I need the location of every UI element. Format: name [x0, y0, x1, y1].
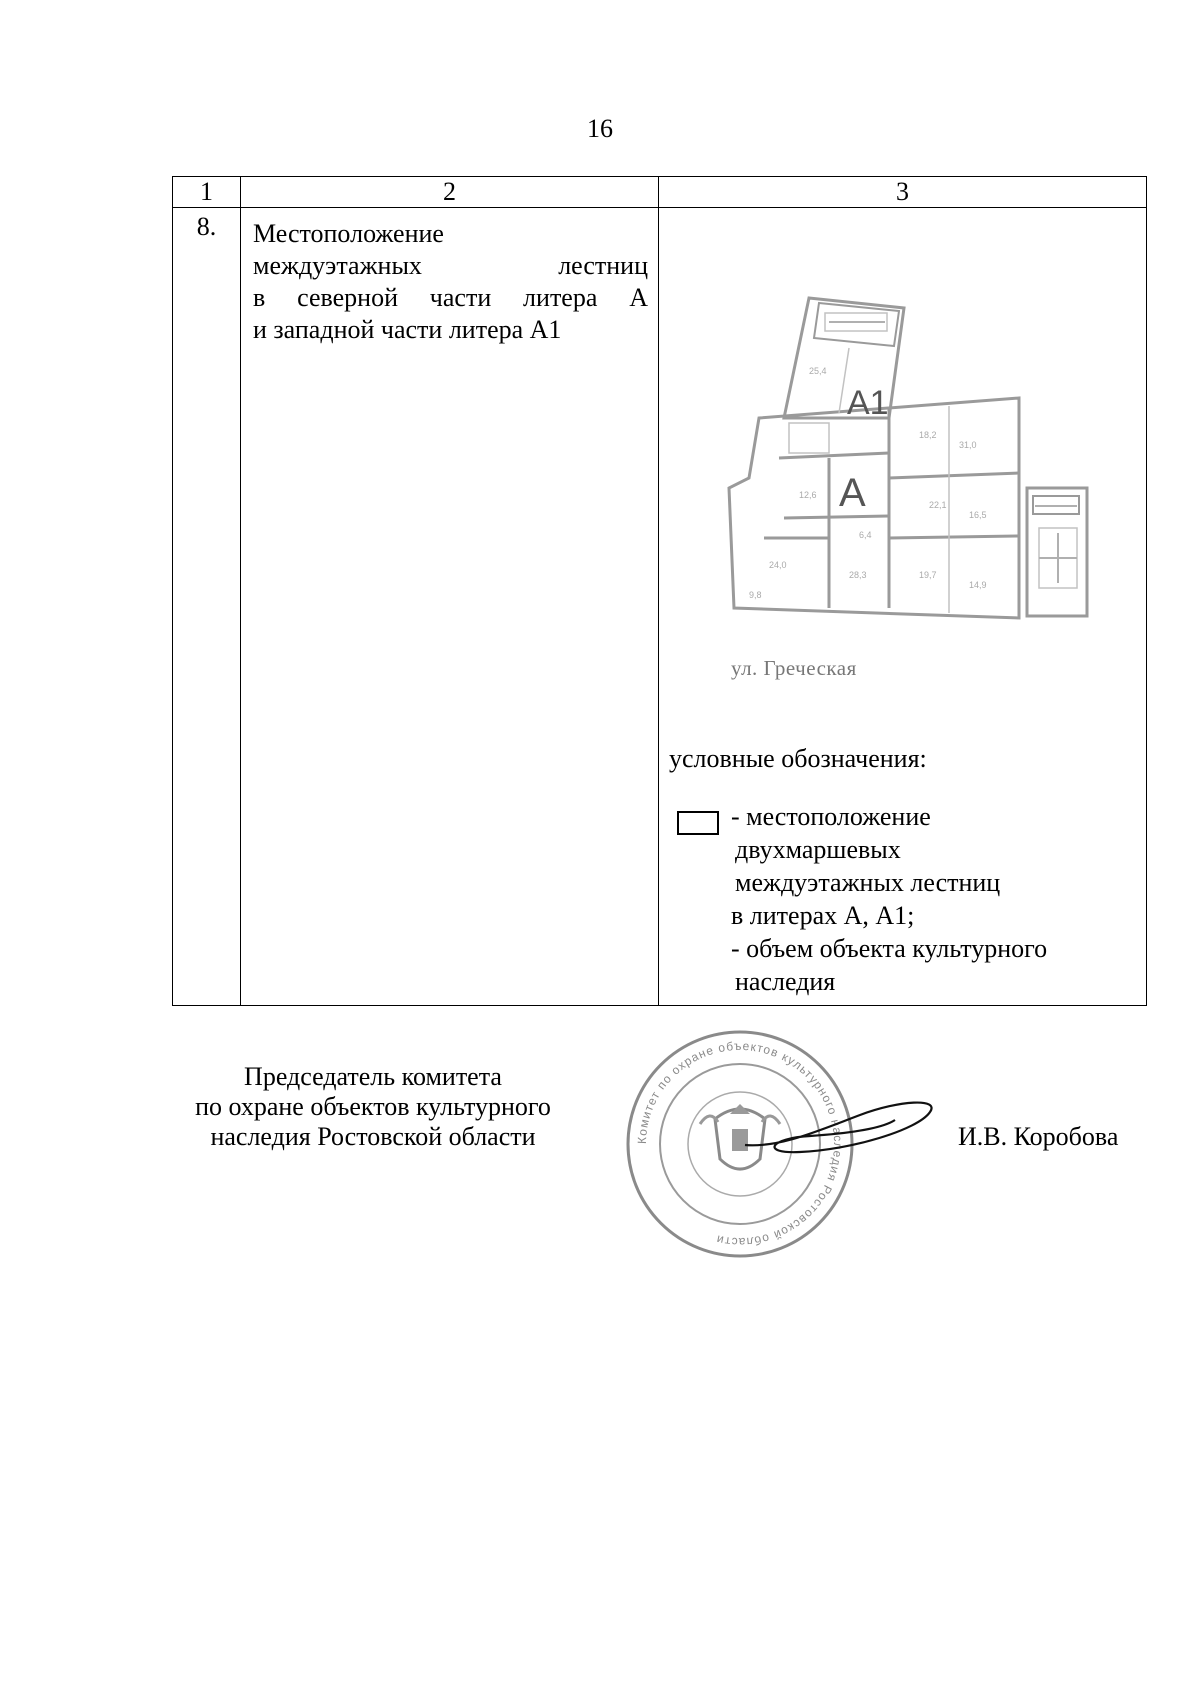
svg-text:22,1: 22,1	[929, 500, 947, 510]
signatory-title-line: по охране объектов культурного	[195, 1092, 551, 1121]
svg-text:24,0: 24,0	[769, 560, 787, 570]
table-row	[173, 208, 1147, 1006]
plan-label-a1: А1	[847, 384, 889, 422]
svg-text:28,3: 28,3	[849, 570, 867, 580]
legend-symbol	[677, 811, 719, 835]
floor-plan-image	[689, 278, 1109, 648]
description-line: в северной части литера А	[253, 283, 648, 312]
svg-text:31,0: 31,0	[959, 440, 977, 450]
svg-text:25,4: 25,4	[809, 366, 827, 376]
signatory-title-line: наследия Ростовской области	[210, 1122, 536, 1151]
svg-text:19,7: 19,7	[919, 570, 937, 580]
column-header-2: 2	[241, 177, 659, 208]
description-line: междуэтажных лестниц	[253, 251, 648, 280]
svg-text:12,6: 12,6	[799, 490, 817, 500]
signatory-title	[168, 1062, 578, 1152]
row-description	[241, 208, 659, 1006]
data-table	[172, 176, 1147, 1006]
handwritten-signature	[740, 1090, 940, 1170]
legend-line: - объем объекта культурного	[731, 934, 1048, 963]
legend-line: междуэтажных лестниц	[735, 868, 1001, 897]
row-number: 8.	[173, 208, 241, 1006]
legend-line: двухмаршевых	[735, 835, 901, 864]
description-line: Местоположение	[253, 219, 444, 248]
plan-label-a: А	[839, 471, 866, 515]
svg-text:9,8: 9,8	[749, 590, 762, 600]
column-header-1: 1	[173, 177, 241, 208]
svg-text:14,9: 14,9	[969, 580, 987, 590]
legend-line: наследия	[735, 967, 836, 996]
table-header-row	[173, 177, 1147, 208]
legend-title: условные обозначения:	[669, 744, 927, 773]
svg-text:18,2: 18,2	[919, 430, 937, 440]
street-label: ул. Греческая	[731, 656, 857, 680]
svg-text:16,5: 16,5	[969, 510, 987, 520]
column-header-3: 3	[659, 177, 1147, 208]
legend-text	[731, 800, 1047, 998]
svg-text:6,4: 6,4	[859, 530, 872, 540]
signatory-title-line: Председатель комитета	[244, 1062, 502, 1091]
row-illustration	[659, 208, 1147, 1006]
legend-line: - местоположение	[731, 802, 931, 831]
page-number: 16	[587, 114, 613, 143]
legend-line: в литерах А, А1;	[731, 901, 915, 930]
seal-text: Комитет по охране объектов культурного наследия Ростовской области	[634, 1038, 846, 1250]
description-line: и западной части литера А1	[253, 315, 562, 344]
signatory-name: И.В. Коробова	[958, 1122, 1119, 1151]
